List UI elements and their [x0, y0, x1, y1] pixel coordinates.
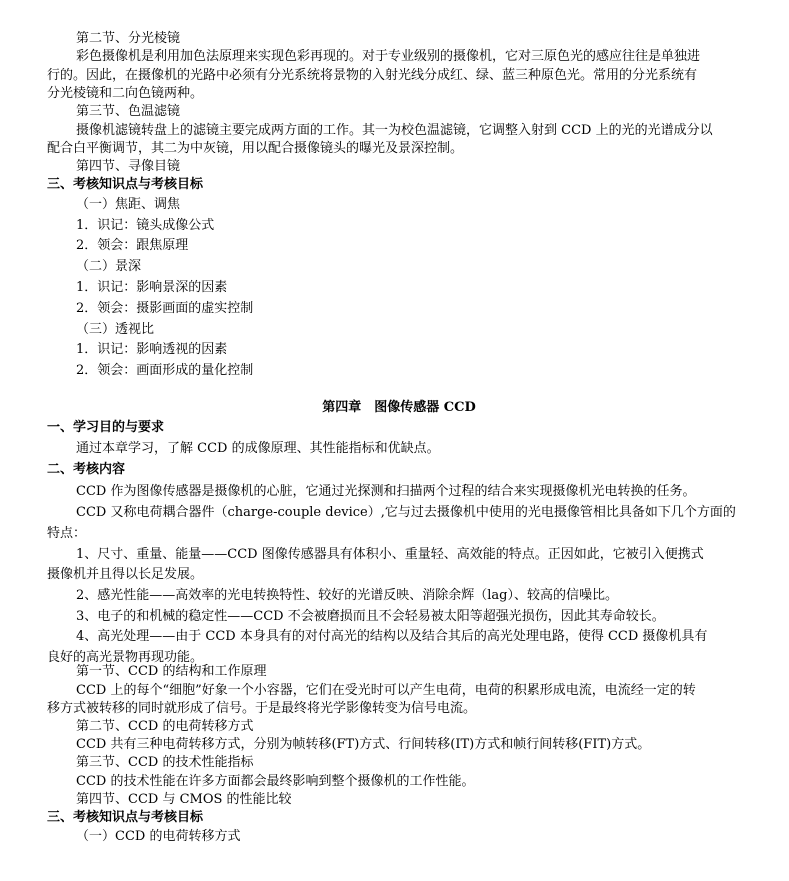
paragraph-line: 2、感光性能——高效率的光电转换特性、较好的光谱反映、消除余辉（lag）、较高的信噪比。	[76, 588, 619, 603]
list-item: 2．领会：画面形成的量化控制	[76, 363, 254, 378]
part-heading: 三、考核知识点与考核目标	[47, 177, 204, 192]
chapter-title: 第四章 图像传感器 CCD	[322, 400, 476, 415]
paragraph-line: 摄像机并且得以长足发展。	[47, 567, 204, 582]
section-heading: 第四节、寻像目镜	[76, 159, 181, 174]
section-heading: 第四节、CCD 与 CMOS 的性能比较	[76, 792, 292, 807]
paragraph-line: CCD 共有三种电荷转移方式，分别为帧转移(FT)方式、行间转移(IT)方式和帧行间转移(FIT)方式。	[76, 737, 651, 752]
section-heading: 第二节、分光棱镜	[76, 31, 181, 46]
paragraph-line: 分光棱镜和二向色镜两种。	[47, 86, 204, 101]
list-item: 2．领会：摄影画面的虚实控制	[76, 301, 254, 316]
paragraph-line: 彩色摄像机是利用加色法原理来实现色彩再现的。对于专业级别的摄像机，它对三原色光的感应往往是单独进	[76, 49, 701, 64]
subsection-heading: （二）景深	[76, 259, 142, 274]
subsection-heading: （三）透视比	[76, 322, 155, 337]
paragraph-line: 摄像机滤镜转盘上的滤镜主要完成两方面的工作。其一为校色温滤镜，它调整入射到 CCD 上的光的光谱成分以	[76, 123, 713, 138]
part-heading: 二、考核内容	[47, 462, 126, 477]
section-heading: 第一节、CCD 的结构和工作原理	[76, 664, 267, 679]
section-heading: 第三节、色温滤镜	[76, 104, 181, 119]
part-heading: 一、学习目的与要求	[47, 420, 165, 435]
paragraph-line: 通过本章学习，了解 CCD 的成像原理、其性能指标和优缺点。	[76, 441, 440, 456]
section-heading: 第二节、CCD 的电荷转移方式	[76, 719, 254, 734]
list-item: 1．识记：影响透视的因素	[76, 342, 228, 357]
list-item: 1．识记：镜头成像公式	[76, 218, 215, 233]
paragraph-line: 特点：	[47, 526, 87, 541]
paragraph-line: 行的。因此，在摄像机的光路中必须有分光系统将景物的入射光线分成红、绿、蓝三种原色光。常用的分光系统有	[47, 68, 698, 83]
paragraph-line: CCD 的技术性能在许多方面都会最终影响到整个摄像机的工作性能。	[76, 774, 475, 789]
paragraph-line: 良好的高光景物再现功能。	[47, 650, 204, 665]
paragraph-line: 配合白平衡调节，其二为中灰镜，用以配合摄像镜头的曝光及景深控制。	[47, 141, 464, 156]
paragraph-line: 3、电子的和机械的稳定性——CCD 不会被磨损而且不会轻易被太阳等超强光损伤，因此其寿命较长。	[76, 609, 665, 624]
paragraph-line: 1、尺寸、重量、能量——CCD 图像传感器具有体积小、重量轻、高效能的特点。正因如此，它被引入便携式	[76, 547, 704, 562]
paragraph-line: 4、高光处理——由于 CCD 本身具有的对付高光的结构以及结合其后的高光处理电路，使得 CCD 摄像机具有	[76, 629, 708, 644]
paragraph-line: CCD 又称电荷耦合器件（charge-couple device）,它与过去摄像机中使用的光电摄像管相比具备如下几个方面的	[76, 505, 736, 520]
list-item: 2．领会：跟焦原理	[76, 238, 189, 253]
paragraph-line: CCD 上的每个“细胞”好象一个小容器，它们在受光时可以产生电荷，电荷的积累形成电流，电流经一定的转	[76, 683, 696, 698]
subsection-heading: （一）CCD 的电荷转移方式	[76, 829, 241, 844]
list-item: 1．识记：影响景深的因素	[76, 280, 228, 295]
paragraph-line: CCD 作为图像传感器是摄像机的心脏，它通过光探测和扫描两个过程的结合来实现摄像机光电转换的任务。	[76, 484, 696, 499]
section-heading: 第三节、CCD 的技术性能指标	[76, 755, 254, 770]
subsection-heading: （一）焦距、调焦	[76, 197, 181, 212]
part-heading: 三、考核知识点与考核目标	[47, 810, 204, 825]
paragraph-line: 移方式被转移的同时就形成了信号。于是最终将光学影像转变为信号电流。	[47, 701, 477, 716]
